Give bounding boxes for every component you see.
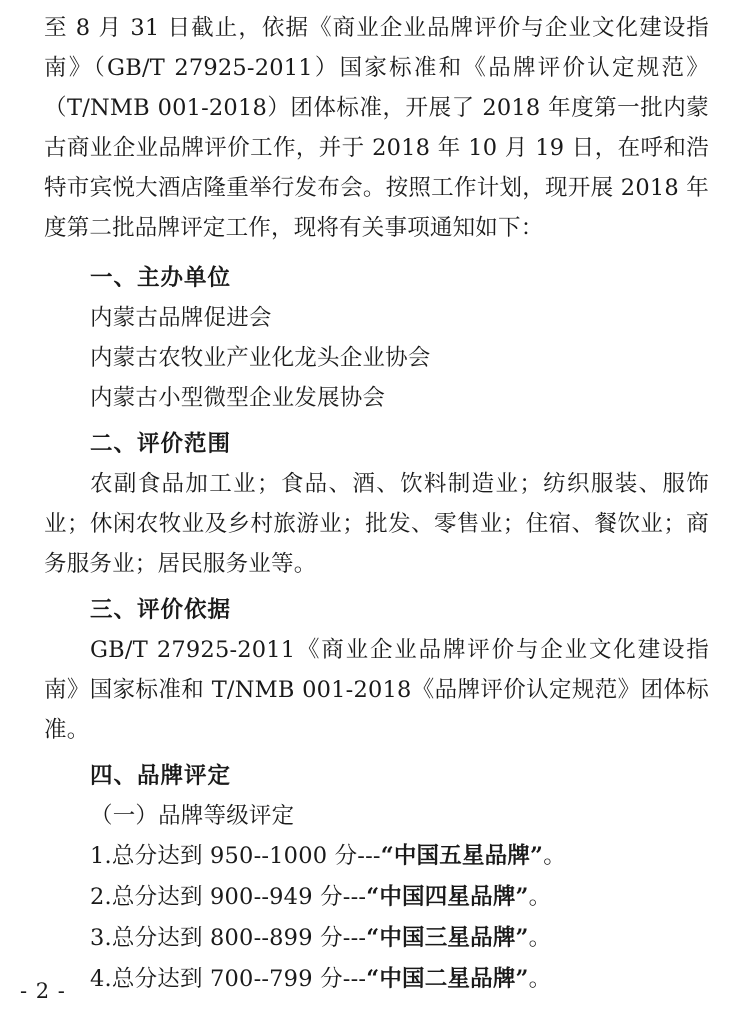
grade-item-3-suffix: 。 xyxy=(528,925,552,951)
grade-item-2-prefix: 2.总分达到 900--949 分--- xyxy=(90,884,367,910)
grade-item-1-grade: “中国五星品牌” xyxy=(380,843,544,869)
grade-item-3-grade: “中国三星品牌” xyxy=(366,925,529,951)
grade-item-3-prefix: 3.总分达到 800--899 分--- xyxy=(90,925,367,951)
page-number: - 2 - xyxy=(20,979,66,1003)
section-heading-basis: 三、评价依据 xyxy=(90,597,232,623)
grade-item-2 xyxy=(44,877,709,918)
grade-item-2-grade: “中国四星品牌” xyxy=(366,884,529,910)
grade-item-3 xyxy=(44,918,709,959)
grade-item-2-suffix: 。 xyxy=(528,884,552,910)
grade-item-1-suffix: 。 xyxy=(543,843,566,869)
section-heading-scope: 二、评价范围 xyxy=(90,431,232,457)
grade-item-1 xyxy=(44,836,709,877)
grade-item-4-grade: “中国二星品牌” xyxy=(366,966,529,992)
grade-item-4-prefix: 4.总分达到 700--799 分--- xyxy=(90,966,367,992)
scope-paragraph: 农副食品加工业；食品、酒、饮料制造业；纺织服装、服饰业；休闲农牧业及乡村旅游业；批发、零售业；住宿、餐饮业；商务服务业；居民服务业等。 xyxy=(44,471,709,577)
section-heading-organizers: 一、主办单位 xyxy=(90,265,232,291)
basis-paragraph: GB/T 27925-2011《商业企业品牌评价与企业文化建设指南》国家标准和 T/NMB 001-2018《品牌评价认定规范》团体标准。 xyxy=(44,637,709,743)
organizer-line-2: 内蒙古农牧业产业化龙头企业协会 xyxy=(90,345,431,371)
grade-item-4 xyxy=(44,959,709,1000)
opening-paragraph: 至 8 月 31 日截止，依据《商业企业品牌评价与企业文化建设指南》（GB/T 27925-2011）国家标准和《品牌评价认定规范》（T/NMB 001-2018）团体标准，开展了 2018 年度第一批内蒙古商业企业品牌评价工作，并于 2018 年 10 月 19 日，在呼和浩特市宾悦大酒店隆重举行发布会。按照工作计划，现开展 2018 年度第二批品牌评定工作，现将有关事项通知如下： xyxy=(44,15,709,241)
grade-item-1-prefix: 1.总分达到 950--1000 分--- xyxy=(90,843,381,869)
appraisal-subheading: （一）品牌等级评定 xyxy=(90,803,295,829)
organizer-line-1: 内蒙古品牌促进会 xyxy=(90,305,272,331)
organizer-line-3: 内蒙古小型微型企业发展协会 xyxy=(90,385,386,411)
grade-item-4-suffix: 。 xyxy=(528,966,552,992)
section-spacer xyxy=(44,248,709,252)
section-heading-appraisal: 四、品牌评定 xyxy=(90,763,232,789)
